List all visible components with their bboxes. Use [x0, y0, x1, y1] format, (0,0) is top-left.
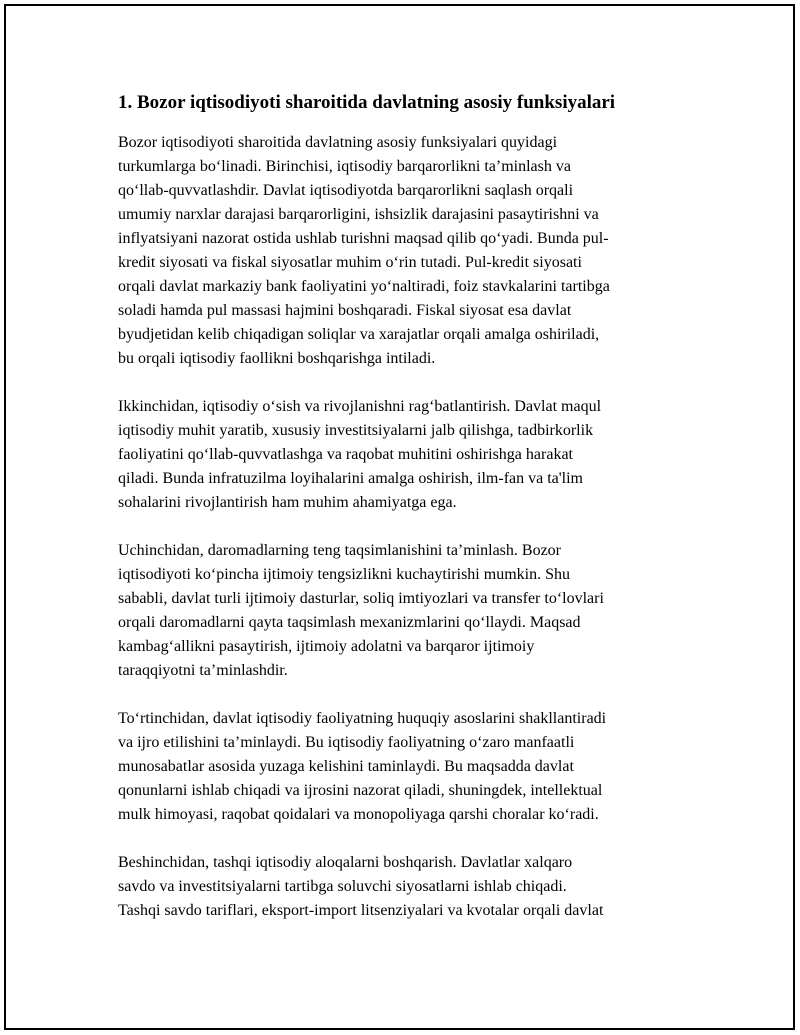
- text-line: kambag‘allikni pasaytirish, ijtimoiy adolatni va barqaror ijtimoiy: [118, 638, 535, 656]
- text-line: iqtisodiy muhit yaratib, xususiy investitsiyalarni jalb qilishga, tadbirkorlik: [118, 422, 594, 440]
- text-line: faoliyatini qo‘llab-quvvatlashga va raqobat muhitini oshirishga harakat: [118, 446, 573, 464]
- paragraph: [118, 539, 690, 683]
- paragraph: [118, 131, 690, 371]
- text-line: bu orqali iqtisodiy faollikni boshqarishga intiladi.: [118, 350, 436, 368]
- text-line: inflyatsiyani nazorat ostida ushlab turishni maqsad qilib qo‘yadi. Bunda pul-: [118, 230, 609, 248]
- text-line: turkumlarga bo‘linadi. Birinchisi, iqtisodiy barqarorlikni ta’minlash va: [118, 158, 571, 176]
- text-line: soladi hamda pul massasi hajmini boshqaradi. Fiskal siyosat esa davlat: [118, 302, 572, 320]
- text-line: taraqqiyotni ta’minlashdir.: [118, 662, 288, 680]
- text-line: savdo va investitsiyalarni tartibga soluvchi siyosatlarni ishlab chiqadi.: [118, 878, 567, 896]
- text-line: kredit siyosati va fiskal siyosatlar muhim o‘rin tutadi. Pul-kredit siyosati: [118, 254, 582, 272]
- text-line: sohalarini rivojlantirish ham muhim ahamiyatga ega.: [118, 494, 457, 512]
- text-line: orqali daromadlarni qayta taqsimlash mexanizmlarini qo‘llaydi. Maqsad: [118, 614, 581, 632]
- text-line: umumiy narxlar darajasi barqarorligini, ishsizlik darajasini pasaytirishni va: [118, 206, 599, 224]
- text-line: Tashqi savdo tariflari, eksport-import litsenziyalari va kvotalar orqali davlat: [118, 902, 604, 920]
- paragraph: [118, 395, 690, 515]
- text-line: munosabatlar asosida yuzaga kelishini taminlaydi. Bu maqsadda davlat: [118, 758, 574, 776]
- text-line: va ijro etilishini ta’minlaydi. Bu iqtisodiy faoliyatning o‘zaro manfaatli: [118, 734, 575, 752]
- text-line: byudjetidan kelib chiqadigan soliqlar va xarajatlar orqali amalga oshiriladi,: [118, 326, 600, 344]
- text-line: Bozor iqtisodiyoti sharoitida davlatning asosiy funksiyalari quyidagi: [118, 134, 558, 152]
- text-line: Uchinchidan, daromadlarning teng taqsimlanishini ta’minlash. Bozor: [118, 542, 562, 560]
- paragraph: [118, 851, 690, 923]
- paragraph: [118, 707, 690, 827]
- text-line: mulk himoyasi, raqobat qoidalari va monopoliyaga qarshi choralar ko‘radi.: [118, 806, 599, 824]
- text-line: qonunlarni ishlab chiqadi va ijrosini nazorat qiladi, shuningdek, intellektual: [118, 782, 603, 800]
- section-heading: 1. Bozor iqtisodiyoti sharoitida davlatning asosiy funksiyalari: [118, 92, 616, 113]
- text-line: orqali davlat markaziy bank faoliyatini yo‘naltiradi, foiz stavkalarini tartibga: [118, 278, 610, 296]
- text-line: Ikkinchidan, iqtisodiy o‘sish va rivojlanishni rag‘batlantirish. Davlat maqul: [118, 398, 602, 416]
- document-body: [118, 88, 690, 947]
- text-line: sababli, davlat turli ijtimoiy dasturlar, soliq imtiyozlari va transfer to‘lovlari: [118, 590, 604, 608]
- text-line: iqtisodiyoti ko‘pincha ijtimoiy tengsizlikni kuchaytirishi mumkin. Shu: [118, 566, 570, 584]
- text-line: To‘rtinchidan, davlat iqtisodiy faoliyatning huquqiy asoslarini shakllantiradi: [118, 710, 607, 728]
- text-line: Beshinchidan, tashqi iqtisodiy aloqalarni boshqarish. Davlatlar xalqaro: [118, 854, 573, 872]
- text-line: qo‘llab-quvvatlashdir. Davlat iqtisodiyotda barqarorlikni saqlash orqali: [118, 182, 574, 200]
- text-line: qiladi. Bunda infratuzilma loyihalarini amalga oshirish, ilm-fan va ta'lim: [118, 470, 583, 488]
